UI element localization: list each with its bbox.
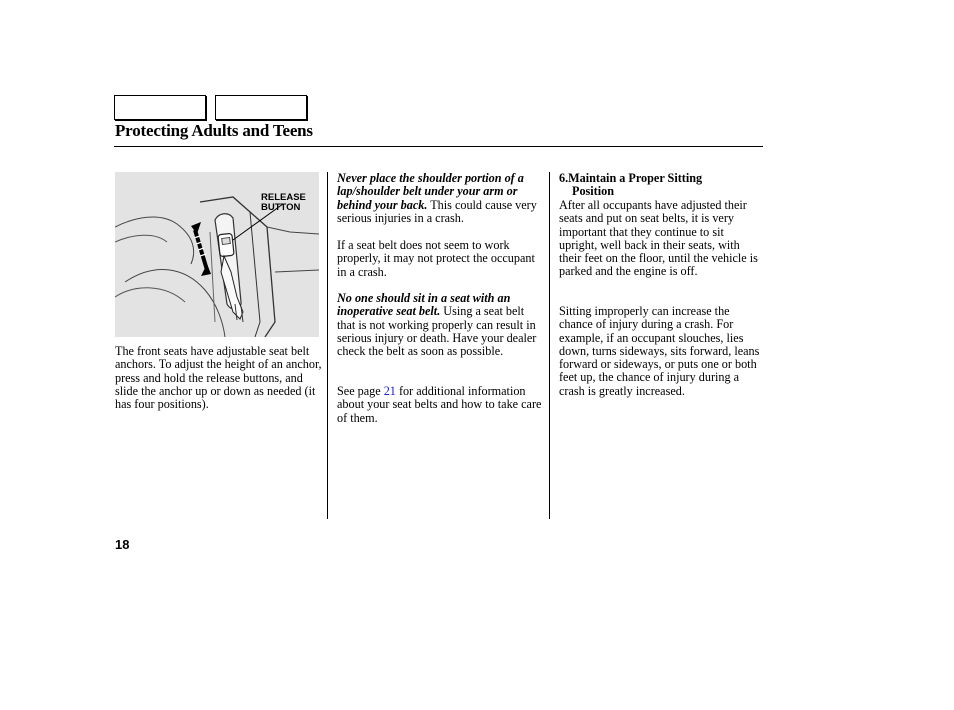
page-number: 18	[115, 537, 130, 552]
callout-line-1: RELEASE	[261, 192, 306, 203]
sitting-upright-paragraph	[559, 199, 761, 279]
warning-shoulder-belt	[337, 172, 543, 225]
warning-inoperative-belt	[337, 292, 543, 358]
section-heading-line-2: Position	[572, 184, 614, 199]
see-page-paragraph	[337, 385, 543, 425]
anchor-adjust-paragraph	[115, 345, 325, 411]
seat-belt-function-paragraph	[337, 239, 543, 279]
callout-line-2: BUTTON	[261, 202, 301, 213]
nav-tab-box-2[interactable]	[215, 95, 307, 120]
section-heading	[559, 172, 759, 199]
page-title: Protecting Adults and Teens	[115, 121, 313, 140]
warning-inoperative-bold: No one should sit in a seat with an inoperative seat belt.	[337, 291, 511, 319]
column-divider-1	[327, 172, 328, 519]
section-heading-line-1: 6.Maintain a Proper Sitting	[559, 171, 703, 185]
col2-para2: If a seat belt does not seem to work properly, it may not protect the occupant in a crash.	[337, 238, 535, 279]
title-rule	[114, 146, 763, 147]
warning-shoulder-belt-text: This could cause very serious injuries in a crash.	[337, 197, 537, 225]
warning-inoperative-text: Using a seat belt that is not working properly can result in serious injury or death. Have your dealer check the belt as soon as possible.	[337, 304, 537, 359]
see-page-prefix: See page	[337, 384, 384, 398]
see-page-suffix: for additional information about your seat belts and how to take care of them.	[337, 384, 542, 425]
col3-para2: Sitting improperly can increase the chance of injury during a crash. For example, if an occupant slouches, lies down, turns sideways, sits forward, leans forward or sideways, or puts one or both feet up, the chance of injury during a crash is greatly increased.	[559, 304, 760, 398]
col3-para1: After all occupants have adjusted their seats and put on seat belts, it is very important that they continue to sit upright, well back in their seats, with their feet on the floor, until the vehicle is parked and the engine is off.	[559, 198, 758, 279]
warning-shoulder-belt-bold: Never place the shoulder portion of a lap/shoulder belt under your arm or behind your back.	[337, 171, 524, 212]
nav-tab-box-1[interactable]	[114, 95, 206, 120]
col1-para: The front seats have adjustable seat belt anchors. To adjust the height of an anchor, press and hold the release buttons, and slide the anchor up or down as needed (it has four positions).	[115, 344, 322, 412]
page-21-link[interactable]: 21	[383, 384, 396, 398]
sitting-improperly-paragraph	[559, 305, 761, 398]
column-divider-2	[549, 172, 550, 519]
release-button-callout	[261, 193, 306, 213]
seat-belt-anchor-illustration	[115, 172, 319, 337]
